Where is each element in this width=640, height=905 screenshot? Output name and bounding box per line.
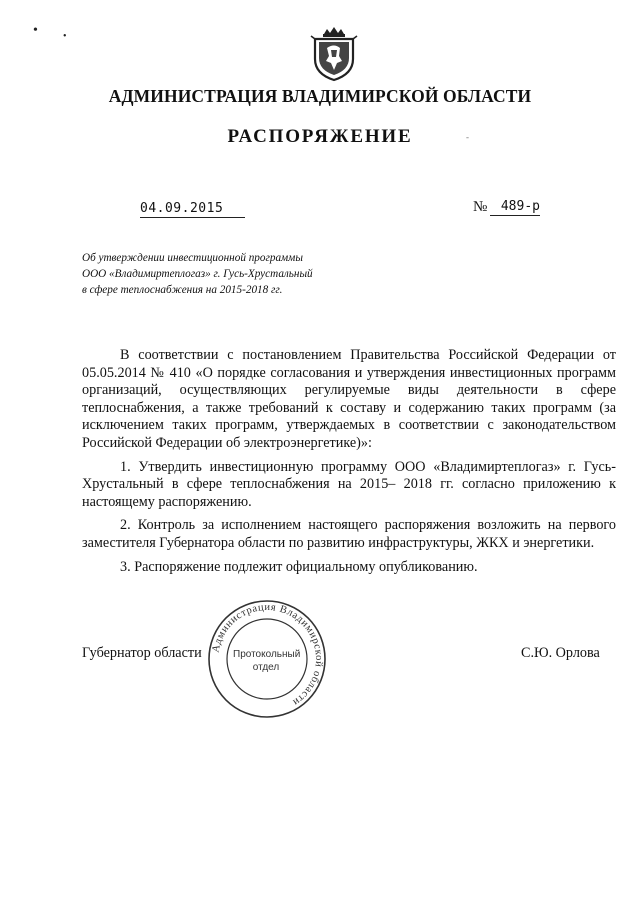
document-type-title: РАСПОРЯЖЕНИЕ [227, 126, 413, 147]
number-sign: № [473, 199, 488, 215]
order-item-3: 3. Распоряжение подлежит официальному опубликованию. [120, 558, 478, 575]
subject-line: в сфере теплоснабжения на 2015-2018 гг. [82, 284, 283, 296]
order-item-2: 2. Контроль за исполнением настоящего распоряжения возложить на первого заместителя Губернатора области по развитию инфраструктуры, ЖКХ и энергетики. [82, 517, 616, 551]
stamp-ring-text: Администрация Владимирской области [210, 601, 325, 708]
order-item-1: 1. Утвердить инвестиционную программу ООО «Владимиртеплогаз» г. Гусь-Хрустальный в сфере теплоснабжения на 2015– 2018 гг. согласно приложению к настоящему распоряжению. [82, 458, 616, 510]
stamp-inner-line: отдел [252, 662, 280, 673]
document-number: 489-р [490, 199, 540, 216]
scan-speck: • [63, 31, 67, 42]
document-body [82, 347, 616, 582]
subject-line: Об утверждении инвестиционной программы [82, 252, 303, 264]
document-date: 04.09.2015 [140, 201, 245, 218]
signer-title: Губернатор области [82, 645, 202, 661]
stamp-inner-line: Протокольный [233, 649, 301, 660]
stamp-inner-text [233, 648, 299, 674]
coat-of-arms-icon [309, 26, 359, 82]
document-subject [82, 250, 402, 298]
organization-title: АДМИНИСТРАЦИЯ ВЛАДИМИРСКОЙ ОБЛАСТИ [108, 86, 532, 106]
subject-line: ООО «Владимиртеплогаз» г. Гусь-Хрустальный [82, 268, 313, 280]
preamble-paragraph: В соответствии с постановлением Правительства Российской Федерации от 05.05.2014 № 410 «О порядке согласования и утверждения инвестиционных программ организаций, осуществляющих регулируемые виды деятельности в сфере теплоснабжения, а также требований к составу и содержанию таких программ (за исключением таких программ, утверждаемых в соответствии с законодательством Российской Федерации об электроэнергетике)»: [82, 347, 616, 451]
signer-name: С.Ю. Орлова [521, 645, 600, 661]
scan-speck: • [33, 23, 38, 38]
scan-speck: - [466, 132, 469, 142]
